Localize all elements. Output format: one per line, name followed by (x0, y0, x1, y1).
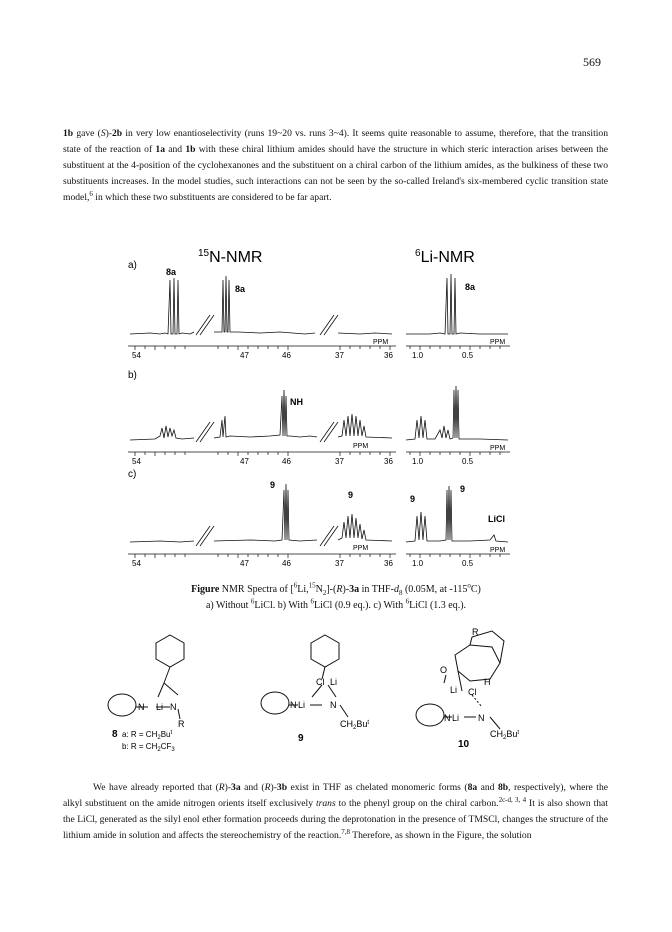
atom-cl-9: Cl (316, 677, 325, 687)
text-segment: and ( (240, 782, 265, 793)
text-segment: 6 (310, 597, 314, 606)
text-segment: 1a (155, 144, 165, 155)
peak-label-c-4: 9 (460, 484, 466, 494)
text-segment: 7,8 (341, 827, 350, 836)
text-segment: gave ( (73, 128, 101, 139)
tick-c-54: 54 (132, 559, 141, 568)
text-segment: )- (105, 128, 112, 139)
tick-b-37: 37 (335, 457, 344, 466)
compound-8b-desc: b: $R = CH_2CF_3$ (122, 742, 175, 753)
ppm-b-li: PPM (490, 445, 506, 452)
tick-c-47: 47 (240, 559, 249, 568)
ppm-a-li: PPM (490, 339, 506, 346)
spectrum-b-li6 (406, 386, 508, 440)
tick-b-46: 46 (282, 457, 291, 466)
tick-b-1-0: 1.0 (412, 457, 424, 466)
text-segment: 1b (185, 144, 196, 155)
tick-c-0-5: 0.5 (462, 559, 474, 568)
tick-c-46: 46 (282, 559, 291, 568)
axis-c (128, 554, 510, 558)
atom-li-9b: Li (298, 700, 306, 710)
panel-label-b: b) (128, 370, 137, 381)
structure-10 (416, 631, 504, 729)
tick-a-1-0: 1.0 (412, 351, 424, 360)
text-segment: 6 (250, 597, 255, 606)
text-segment: 3a (231, 782, 241, 793)
ppm-c-n: PPM (353, 545, 369, 552)
tick-b-36: 36 (384, 457, 393, 466)
peak-label-c-2: 9 (348, 490, 354, 500)
peak-label-c-1: 9 (270, 480, 276, 490)
compound-8a-desc: a: $R = CH_2Bu^t$ (122, 730, 173, 741)
text-segment: in which these two substituents are considered to be far apart. (92, 192, 332, 203)
axis-b (128, 452, 510, 456)
atom-cl-10: Cl (468, 687, 477, 697)
peak-label-b-1: NH (290, 397, 303, 407)
text-segment: LiCl (1.3 eq.). (409, 600, 467, 611)
text-segment: 3b (276, 782, 288, 793)
tick-a-37: 37 (335, 351, 344, 360)
ppm-b-n: PPM (353, 443, 369, 450)
tick-a-36: 36 (384, 351, 393, 360)
n15-header: $^{15}$N-NMR (198, 248, 263, 266)
tick-c-36: 36 (384, 559, 393, 568)
text-segment: trans (315, 798, 336, 809)
peak-label-c-5: LiCl (488, 514, 505, 524)
nmr-figure (110, 240, 540, 570)
atom-n-10b: N (478, 713, 485, 723)
li6-header: $^6$Li-NMR (415, 248, 475, 266)
text-segment: LiCl. b) With (254, 600, 311, 611)
text-segment: LiCl (0.9 eq.). c) With (314, 600, 406, 611)
paragraph-2 (63, 780, 608, 844)
atom-li-10b: Li (452, 713, 460, 723)
compound-label-9: 9 (298, 733, 304, 744)
atom-n-9a: N (290, 700, 297, 710)
text-segment: and (164, 144, 186, 155)
atom-o-10: O (440, 665, 448, 675)
text-segment: 8a (467, 782, 478, 793)
spectrum-b-n15 (130, 390, 392, 442)
peak-label-c-3: 9 (410, 494, 416, 504)
tick-a-47: 47 (240, 351, 249, 360)
atom-r-8: R (178, 719, 185, 729)
text-segment: )- (224, 782, 232, 793)
text-segment: It is also shown that the LiCl, generated as the silyl enol ether formation proceeds during the deprotonation in the presence of TMSCl, changes the structure of the lithium amide in solution and affects the stereochemistry of the reaction. (63, 798, 608, 841)
panel-label-a: a) (128, 260, 137, 271)
figure-caption-line2 (0, 597, 672, 611)
text-segment: a) Without (205, 600, 251, 611)
ppm-a-n: PPM (373, 339, 389, 346)
atom-r-10: R (472, 627, 479, 637)
tick-a-54: 54 (132, 351, 141, 360)
paragraph-1 (63, 126, 608, 206)
spectrum-a-n15 (130, 276, 392, 335)
compound-label-8: 8 (112, 729, 118, 740)
text-segment: We have already reported that ( (93, 782, 219, 793)
text-segment: 2c-d, 3, 4 (498, 795, 527, 804)
peak-label-a-3: 8a (465, 282, 476, 292)
text-segment: R (218, 782, 225, 793)
text-segment: in very low enantioselectivity (runs 19~20 vs. runs 3~4). It seems quite reasonable to assume, therefore, that the transition state of the reaction of (63, 128, 609, 155)
atom-h-10: H (484, 677, 491, 687)
tick-a-46: 46 (282, 351, 291, 360)
atom-n-9b: N (330, 700, 337, 710)
atom-li-10a: Li (450, 685, 458, 695)
text-segment: 1b (63, 128, 74, 139)
figure-caption-line1: Figure NMR Spectra of $[^6Li,^{15}N_2]-(R)-3a$ in THF-$d_8$ (0.05M, at -115$^o$C) (191, 581, 481, 597)
text-segment: 8b (497, 782, 509, 793)
tick-b-0-5: 0.5 (462, 457, 474, 466)
text-segment: and (477, 782, 498, 793)
spectrum-a-li6 (406, 274, 508, 334)
atom-li-9a: Li (330, 677, 338, 687)
atom-n-10a: N (444, 713, 451, 723)
axis-a (128, 346, 510, 350)
atom-li-8: Li (156, 702, 164, 712)
page-number: 569 (583, 55, 601, 69)
substituent-9: $CH_2Bu^t$ (340, 719, 370, 731)
text-segment: 6 (89, 189, 93, 198)
substituent-10: $CH_2Bu^t$ (490, 729, 520, 741)
compound-label-10: 10 (458, 739, 470, 750)
text-segment: , respectively), where the alkyl substituent on the amide nitrogen orients itself exclusively (63, 782, 608, 809)
tick-b-47: 47 (240, 457, 249, 466)
text-segment: R (264, 782, 271, 793)
text-segment: S (100, 128, 106, 139)
peak-label-a-1: 8a (166, 267, 177, 277)
text-segment: 2b (112, 128, 123, 139)
text-segment: with these chiral lithium amides should have the structure in which steric interaction arises between the substituent at the 4-position of the cyclohexanones and the substituent on a chiral carbon of the lithium amides, as the bulkiness of these two substituents increases. In the model studies, such interactions can not be seen by the so-called Ireland's six-membered cyclic transition state model, (63, 144, 609, 203)
panel-label-c: c) (128, 469, 137, 480)
text-segment: )- (270, 782, 277, 793)
tick-c-37: 37 (335, 559, 344, 568)
text-segment: to the phenyl group on the chiral carbon. (335, 798, 499, 809)
text-segment: Therefore, as shown in the Figure, the solution (349, 830, 532, 841)
atom-n-8b: N (170, 702, 177, 712)
chemical-structures (100, 625, 580, 755)
atom-n-8a: N (138, 702, 145, 712)
text-segment: exist in THF as chelated monomeric forms ( (287, 782, 468, 793)
tick-b-54: 54 (132, 457, 141, 466)
text-segment: 6 (405, 597, 410, 606)
tick-c-1-0: 1.0 (412, 559, 424, 568)
peak-label-a-2: 8a (235, 284, 246, 294)
tick-a-0-5: 0.5 (462, 351, 474, 360)
ppm-c-li: PPM (490, 547, 506, 554)
